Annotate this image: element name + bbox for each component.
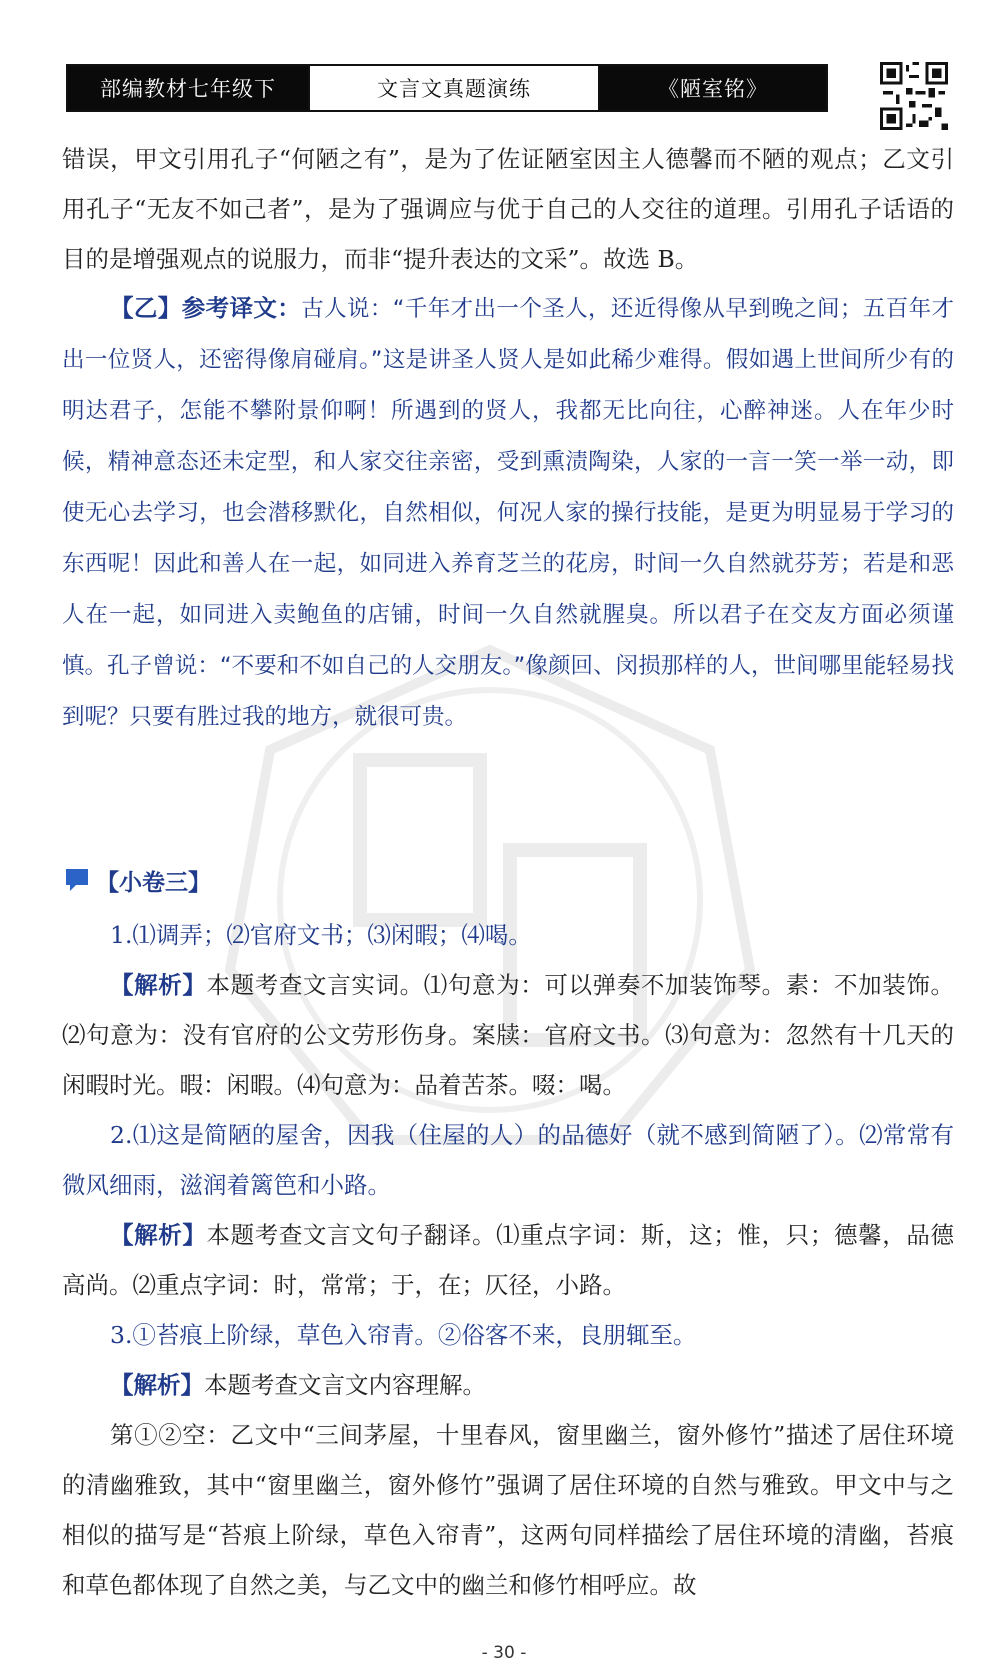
header-bar: [66, 64, 828, 112]
q2-analysis-text: 本题考查文言文句子翻译。⑴重点字词：斯，这；惟，只；德馨，品德高尚。⑵重点字词：时，常常；于，在；仄径，小路。: [62, 1221, 955, 1299]
q2-analysis: [62, 1210, 954, 1310]
translation-text: 古人说：“千年才出一个圣人，还近得像从早到晚之间；五百年才出一位贤人，还密得像肩碰肩。”这是讲圣人贤人是如此稀少难得。假如遇上世间所少有的明达君子，怎能不攀附景仰啊！所遇到的贤人，我都无比向往，心醉神迷。人在年少时候，精神意态还未定型，和人家交往亲密，受到熏渍陶染，人家的一言一笑一举一动，即使无心去学习，也会潜移默化，自然相似，何况人家的操行技能，是更为明显易于学习的东西呢！因此和善人在一起，如同进入养育芝兰的花房，时间一久自然就芬芳；若是和恶人在一起，如同进入卖鲍鱼的店铺，时间一久自然就腥臭。所以君子在交友方面必须谨慎。孔子曾说：“不要和不如自己的人交朋友。”像颜回、闵损那样的人，世间哪里能轻易找到呢？只要有胜过我的地方，就很可贵。: [62, 296, 954, 730]
q3-analysis-label: 【解析】: [110, 1371, 204, 1399]
q3-answer: [62, 1310, 954, 1360]
q3-detail-text: 第①②空：乙文中“三间茅屋，十里春风，窗里幽兰，窗外修竹”描述了居住环境的清幽雅致，其中“窗里幽兰，窗外修竹”强调了居住环境的自然与雅致。甲文中与之相似的描写是“苔痕上阶绿，草色入帘青”，这两句同样描绘了居住环境的清幽，苔痕和草色都体现了自然之美，与乙文中的幽兰和修竹相呼应。故: [62, 1421, 954, 1599]
q2-answer: [62, 1110, 954, 1210]
header-grade: 部编教材七年级下: [68, 66, 308, 110]
qr-code-icon: [880, 62, 948, 130]
intro-text: 错误，甲文引用孔子“何陋之有”，是为了佐证陋室因主人德馨而不陋的观点；乙文引用孔子“无友不如己者”，是为了强调应与优于自己的人交往的道理。引用孔子话语的目的是增强观点的说服力，而非“提升表达的文采”。故选 B。: [62, 145, 954, 273]
chat-bubble-icon: [64, 867, 90, 893]
q1-analysis-text: 本题考查文言实词。⑴句意为：可以弹奏不加装饰琴。素：不加装饰。⑵句意为：没有官府的公文劳形伤身。案牍：官府文书。⑶句意为：忽然有十几天的闲暇时光。暇：闲暇。⑷句意为：品着苦茶。啜：喝。: [62, 971, 955, 1099]
intro-paragraph: [62, 134, 954, 284]
section-heading: [64, 862, 211, 898]
section-title: 【小卷三】: [96, 869, 211, 896]
q3-analysis-text: 本题考查文言文内容理解。: [204, 1371, 486, 1399]
header-topic: 文言文真题演练: [308, 66, 600, 110]
header-title: 《陋室铭》: [600, 66, 826, 110]
q2-analysis-label: 【解析】: [110, 1221, 207, 1249]
translation-label: 【乙】参考译文：: [110, 294, 302, 322]
q3-detail: [62, 1410, 954, 1610]
q1-answer: [62, 910, 954, 960]
q2-answer-text: 2.⑴这是简陋的屋舍，因我（住屋的人）的品德好（就不感到简陋了）。⑵常常有微风细雨，滋润着篱笆和小路。: [62, 1121, 954, 1199]
q1-analysis: [62, 960, 954, 1110]
q3-answer-text: 3.①苔痕上阶绿，草色入帘青。②俗客不来，良朋辄至。: [110, 1321, 697, 1349]
q3-analysis: [62, 1360, 954, 1410]
q1-analysis-label: 【解析】: [110, 971, 207, 999]
page-number: - 30 -: [481, 1643, 527, 1663]
q1-answer-text: 1.⑴调弄；⑵官府文书；⑶闲暇；⑷喝。: [110, 921, 532, 949]
translation-paragraph: [62, 283, 954, 742]
